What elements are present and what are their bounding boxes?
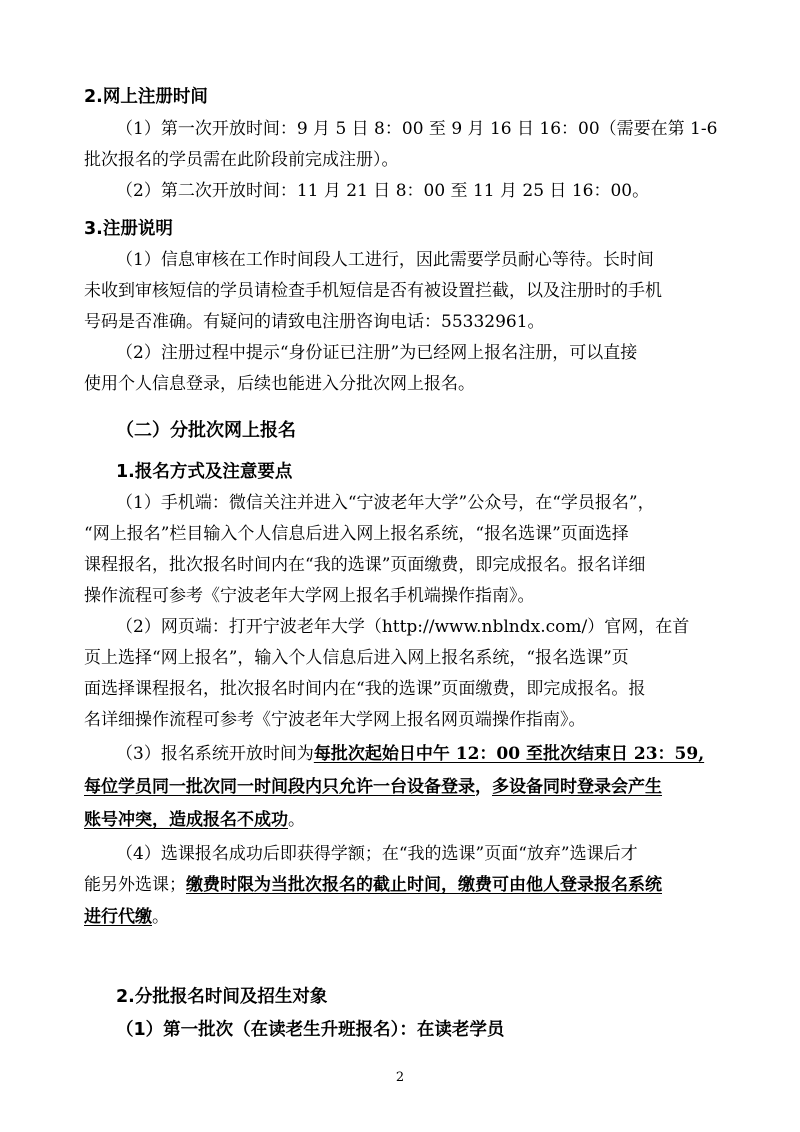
text-span: 能另外选课； (84, 875, 186, 895)
paragraph-line (84, 874, 724, 896)
paragraph-line: （4）选课报名成功后即获得学额；在“我的选课”页面“放弃”选课后才 (116, 844, 638, 864)
heading-signup-methods: 1.报名方式及注意要点 (116, 462, 293, 482)
page-number: 2 (395, 1070, 405, 1085)
paragraph-line: （1）信息审核在工作时间段人工进行，因此需要学员耐心等待。长时间 (116, 250, 654, 270)
paragraph-line (84, 809, 724, 831)
paragraph-line: 号码是否准确。有疑问的请致电注册咨询电话：55332961。 (84, 312, 545, 332)
paragraph-line: （2）第二次开放时间：11 月 21 日 8：00 至 11 月 25 日 16：00。 (116, 181, 650, 201)
paragraph-line: 课程报名，批次报名时间内在“我的选课”页面缴费，即完成报名。报名详细 (84, 555, 646, 575)
paragraph-line (84, 776, 724, 798)
paragraph-line: “网上报名”栏目输入个人信息后进入网上报名系统，“报名选课”页面选择 (84, 524, 629, 544)
emphasis-span: 每批次起始日中午 12：00 至批次结束日 23：59, (313, 744, 705, 764)
paragraph-line (84, 906, 724, 928)
paragraph-line: （2）注册过程中提示“身份证已注册”为已经网上报名注册，可以直接 (116, 343, 638, 363)
paragraph-line: 页上选择“网上报名”，输入个人信息后进入网上报名系统，“报名选课”页 (84, 648, 629, 668)
heading-registration-notes: 3.注册说明 (84, 219, 173, 239)
paragraph-line: 使用个人信息登录，后续也能进入分批次网上报名。 (84, 374, 475, 394)
text-span: 。 (152, 907, 169, 927)
paragraph-line: （1）手机端：微信关注并进入“宁波老年大学”公众号，在“学员报名”， (116, 493, 655, 513)
text-span: ， (475, 777, 492, 797)
heading-registration-time: 2.网上注册时间 (84, 87, 208, 107)
emphasis-span: 每位学员同一批次同一时间段内只允许一台设备登录 (84, 777, 475, 797)
paragraph-line: 未收到审核短信的学员请检查手机短信是否有被设置拦截，以及注册时的手机 (84, 281, 662, 301)
section-title-batch-signup: （二）分批次网上报名 (116, 420, 296, 441)
paragraph-line: （1）第一次开放时间：9 月 5 日 8：00 至 9 月 16 日 16：00（需要在第 1-6 (116, 119, 718, 139)
paragraph-line: 操作流程可参考《宁波老年大学网上报名手机端操作指南》。 (84, 586, 535, 606)
paragraph-line: （2）网页端：打开宁波老年大学（http://www.nblndx.com/）官网，在首 (116, 617, 690, 637)
emphasis-span: 进行代缴 (84, 907, 152, 927)
emphasis-span: 账号冲突，造成报名不成功 (84, 810, 288, 830)
emphasis-span: 多设备同时登录会产生 (492, 777, 662, 797)
paragraph-line: 批次报名的学员需在此阶段前完成注册）。 (84, 150, 399, 170)
paragraph-line: 名详细操作流程可参考《宁波老年大学网上报名网页端操作指南》。 (84, 710, 586, 730)
text-span: （3）报名系统开放时间为 (116, 744, 314, 764)
paragraph-line: 面选择课程报名，批次报名时间内在“我的选课”页面缴费，即完成报名。报 (84, 679, 646, 699)
batch-1-line: （1）第一批次（在读老生升班报名）：在读老学员 (116, 1020, 505, 1040)
heading-batch-schedule: 2.分批报名时间及招生对象 (116, 987, 328, 1007)
text-span: 。 (288, 810, 305, 830)
emphasis-span: 缴费时限为当批次报名的截止时间，缴费可由他人登录报名系统 (186, 875, 662, 895)
paragraph-line (116, 743, 756, 765)
